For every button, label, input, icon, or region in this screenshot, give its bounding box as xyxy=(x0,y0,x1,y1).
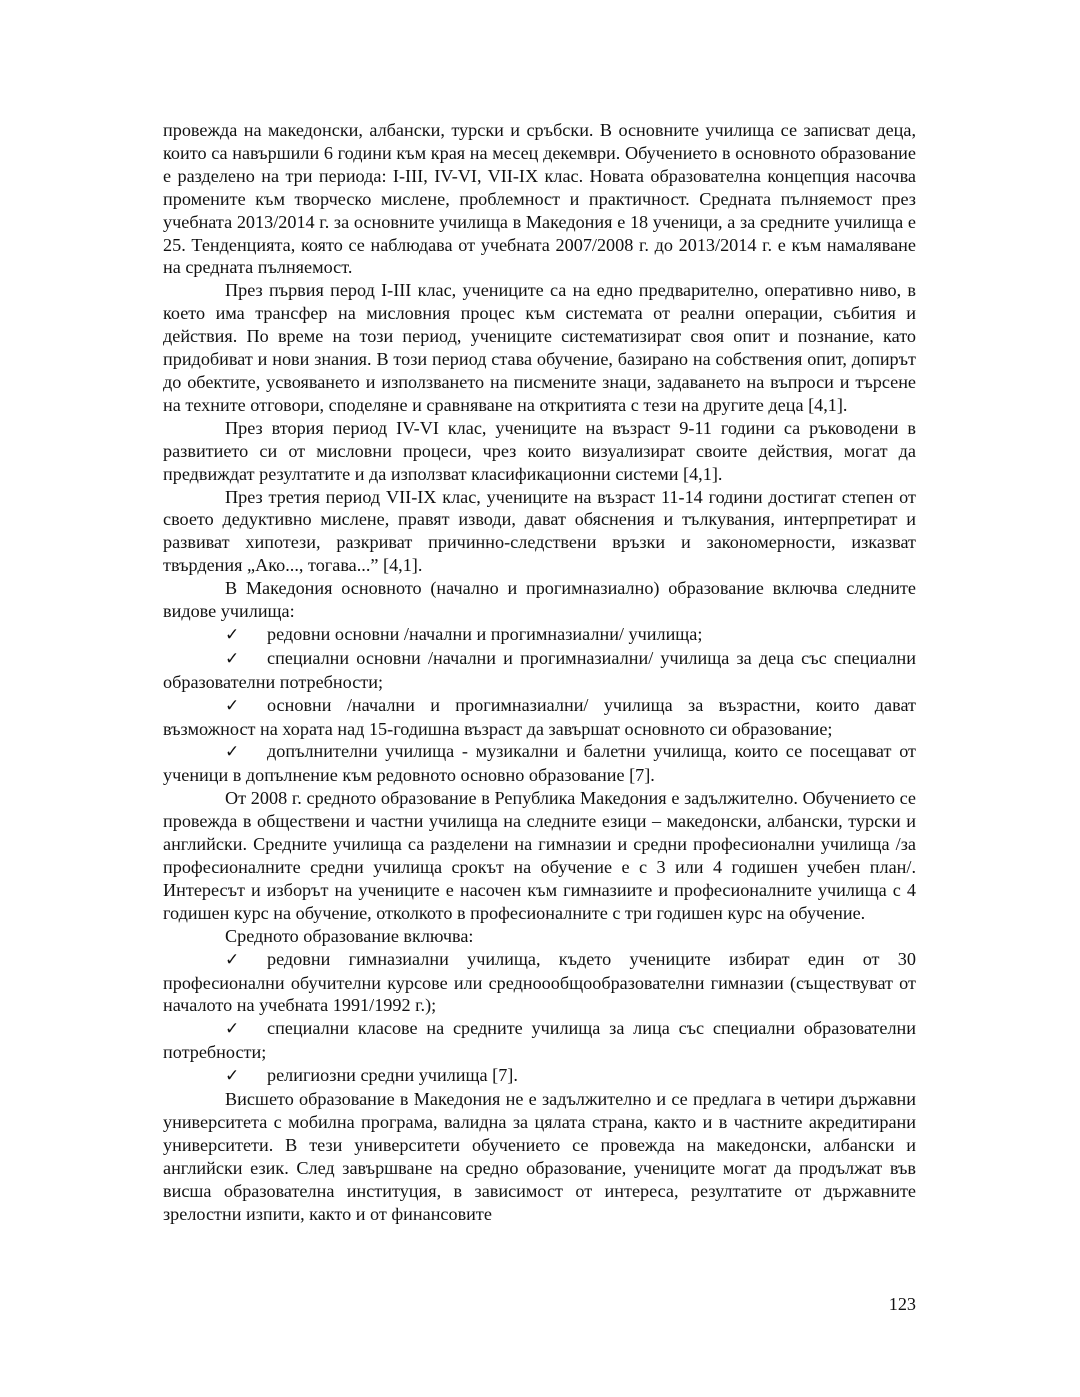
list-item xyxy=(163,1064,916,1088)
list-item-text: редовни основни /начални и прогимназиални/ училища; xyxy=(267,623,703,644)
list-item-text: допълнителни училища - музикални и балетни училища, които се посещават от ученици в допълнение към редовното основно образование [7]. xyxy=(163,741,916,786)
paragraph-primary-schools-intro: В Македония основното (начално и прогимназиално) образование включва следните видове училища: xyxy=(163,578,916,622)
paragraph-second-period: През втория период IV-VI клас, учениците на възраст 9-11 години са ръководени в развитието си от мисловни процеси, чрез които визуализират своите действия, могат да предвиждат резултатите и да използват класификационни системи [4,1]. xyxy=(163,417,916,484)
checkmark-icon: ✓ xyxy=(225,742,240,763)
paragraph-third-period: През третия период VII-IX клас, учениците на възраст 11-14 години достигат степен от своето дедуктивно мислене, правят изводи, дават обяснения и тълкувания, интерпретират и развиват хипотези, разкриват причинно-следствени връзки и закономерности, изказват твърдения „Ако..., тогава...” [4,1]. xyxy=(163,486,916,576)
list-item-text: редовни гимназиални училища, където учениците избират един от 30 професионални обучителни курсове или средноообщообразователни гимназии (съществуват от началото на учебната 1991/1992 г.); xyxy=(163,948,916,1016)
checkmark-icon: ✓ xyxy=(225,624,240,645)
checkmark-icon: ✓ xyxy=(225,648,240,669)
paragraph-higher-education: Висшето образование в Македония не е задължително и се предлага в четири държавни университета с мобилна програма, валидна за цялата страна, както и в частните акредитирани университети. В тези университети обучението се провежда на македонски, албански и английски език. След завършване на средно образование, учениците могат да продължат във висша образователна институция, в зависимост от интереса, резултатите от държавните зрелостни изпити, както и от финансовите xyxy=(163,1089,916,1224)
paragraph-intro: провежда на македонски, албански, турски и сръбски. В основните училища се записват деца, които са навършили 6 години към края на месец декември. Обучението в основното образование е разделено на три периода: I-III, IV-VI, VII-IX клас. Новата образователна концепция насочва промените към творческо мислене, проблемност и практичност. Средната пълняемост през учебната 2013/2014 г. за основните училища в Македония е 18 ученици, а за средните училища е 25. Тенденцията, която се наблюдава от учебната 2007/2008 г. до 2013/2014 г. е към намаляване на средната пълняемост. xyxy=(163,120,916,278)
paragraph-secondary-education: От 2008 г. средното образование в Република Македония е задължително. Обучението се провежда в обществени и частни училища на следните езици – македонски, албански, турски и английски. Средните училища са разделени на гимназии и средни професионални училища /за професионалните средни училища срокът на обучение е с 3 или 4 годишен учебен план/. Интересът и изборът на учениците е насочен към гимназиите и професионалните училища с 4 годишен курс на обучение, отколкото в професионалните с три годишен курс на обучение. xyxy=(163,788,916,923)
checkmark-icon: ✓ xyxy=(225,695,240,716)
list-item xyxy=(163,948,916,1018)
paragraph-secondary-list-intro: Средното образование включва: xyxy=(225,925,474,946)
document-page xyxy=(163,119,916,1226)
checkmark-icon: ✓ xyxy=(225,1019,240,1040)
list-item xyxy=(163,647,916,694)
primary-school-list xyxy=(163,623,916,787)
list-item xyxy=(163,1017,916,1064)
secondary-school-list xyxy=(163,948,916,1088)
list-item xyxy=(163,740,916,787)
list-item-text: основни /начални и прогимназиални/ училища за възрастни, които дават възможност на хората над 15-годишна възраст да завършат основното си образование; xyxy=(163,694,916,739)
list-item-text: специални класове на средните училища за лица със специални образователни потребности; xyxy=(163,1018,916,1063)
list-item xyxy=(163,694,916,741)
checkmark-icon: ✓ xyxy=(225,1066,240,1087)
list-item-text: специални основни /начални и прогимназиални/ училища за деца със специални образователни потребности; xyxy=(163,647,916,692)
list-item-text: религиозни средни училища [7]. xyxy=(267,1065,518,1086)
list-item xyxy=(163,623,916,647)
paragraph-first-period: През първия перод I-III клас, учениците са на едно предварително, оперативно ниво, в което има трансфер на мисловния процес към системата от реални операции, събития и действия. По време на този период, учениците систематизират своя опит и познание, като придобиват и нови знания. В този период става обучение, базирано на собствения опит, допирът до обектите, усвояването и използването на писмените знаци, задаването на въпроси и търсене на техните отговори, споделяне и сравняване на откритията с тези на другите деца [4,1]. xyxy=(163,280,916,415)
checkmark-icon: ✓ xyxy=(225,949,240,970)
page-number: 123 xyxy=(888,1294,916,1314)
